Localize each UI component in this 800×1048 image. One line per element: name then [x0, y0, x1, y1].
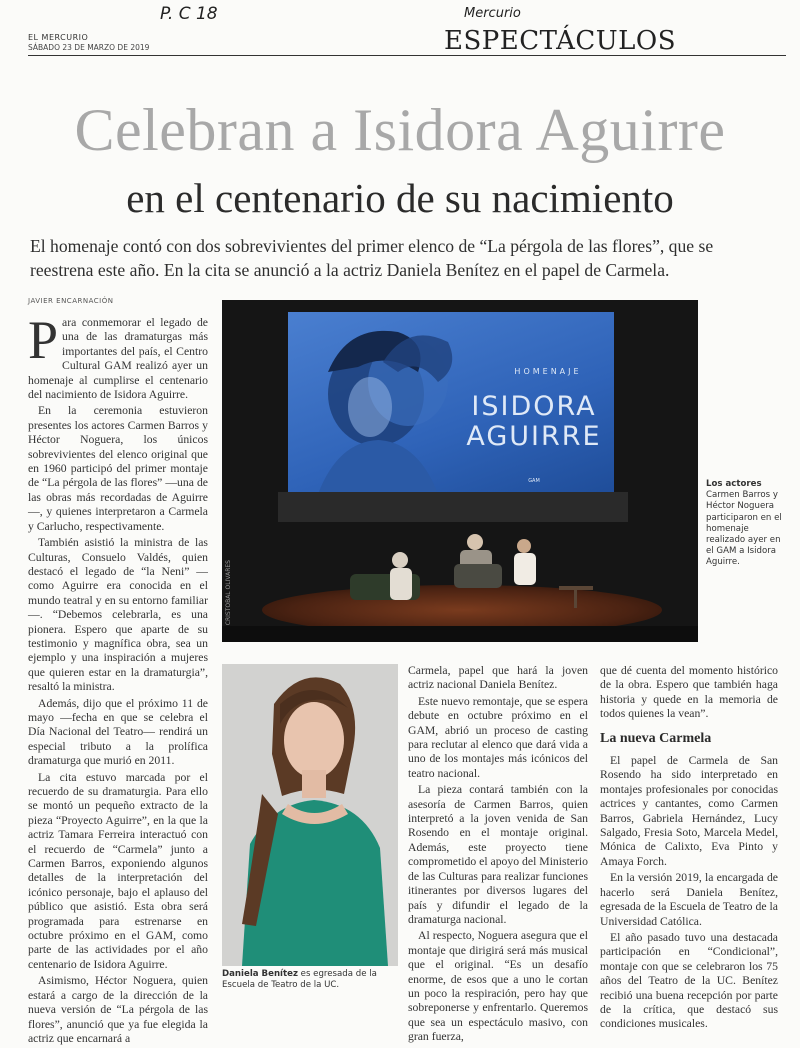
- byline: JAVIER ENCARNACIÓN: [28, 297, 114, 305]
- handwritten-page-mark: P. C 18: [160, 4, 218, 24]
- screen-label-homenaje: HOMENAJE: [514, 367, 582, 376]
- paragraph: En la ceremonia estuvieron presentes los actores Carmen Barros y Héctor Noguera, los únicos sobrevivientes del elenco original que en 1960 participó del primer montaje de “La pérgola de las flores” —una de las obras más recordadas de Aguirre—, y quienes interpretaron a Carmela y Carlucho, respectivamente.: [28, 404, 208, 533]
- portrait-photo: [222, 664, 398, 966]
- headline-main: Celebran a Isidora Aguirre: [74, 97, 726, 163]
- paragraph: Además, dijo que el próximo 11 de mayo —fecha en que se celebra el Día Nacional del Teatro— rendirá un especial tributo a la prolífica dramaturga que murió en 2011.: [28, 696, 208, 768]
- stage-figures: [222, 530, 698, 642]
- article-deck: El homenaje contó con dos sobrevivientes del primer elenco de “La pérgola de las flores”, que se reestrena este año. En la cita se anunció a la actriz Daniela Benítez en el papel de Carmela.: [30, 236, 714, 280]
- paragraph: Asimismo, Héctor Noguera, quien estará a cargo de la dirección de la nueva versión de “La pérgola de las flores”, anunció que ya fue elegida la actriz que encarnará a: [28, 974, 208, 1045]
- photo-credit: CRISTÓBAL OLIVARES: [225, 560, 232, 626]
- section-title: ESPECTÁCULOS: [444, 26, 677, 56]
- screen-title-line1: ISIDORA: [471, 391, 597, 422]
- subheading: La nueva Carmela: [600, 730, 712, 746]
- main-photo-caption: Los actores Carmen Barros y Héctor Noguera participaron en el homenaje realizado ayer en el GAM a Isidora Aguirre.: [706, 479, 782, 568]
- paragraph: La pieza contará también con la asesoría de Carmen Barros, quien interpretó a la joven venida de San Rosendo en el montaje original. Además, este proyecto tiene comprometido el apoyo del Ministerio de las Culturas para realizar funciones itinerantes por diversos lugares del país y difundir el legado de la dramaturga nacional.: [408, 783, 588, 926]
- paragraph: El año pasado tuvo una destacada participación en “Condicional”, montaje con que se celebraron los 75 años del Teatro de la UC. Benítez recibió una buena recepción por parte de la crítica, que destacó sus condiciones musicales.: [600, 930, 778, 1031]
- headline-secondary: en el centenario de su nacimiento: [126, 175, 674, 221]
- paragraph: El papel de Carmela de San Rosendo ha sido interpretado en montajes profesionales por conocidas actrices y cantantes, como Carmen Barros, Gabriela Hernández, Lucy Salgado, Fresia Soto, Marcela Medel, Mónica de Calixto, Eva Pinto y Amaya Forch.: [600, 754, 778, 868]
- paragraph: Este nuevo remontaje, que se espera debute en octubre próximo en el GAM, abrió un proceso de casting para reclutar al elenco que dará vida a uno de los montajes más icónicos del teatro nacional.: [408, 694, 588, 780]
- paragraph: En la versión 2019, la encargada de hacerlo será Daniela Benítez, egresada de la Escuela de Teatro de la Universidad Católica.: [600, 871, 778, 928]
- handwritten-source-mark: Mercurio: [464, 6, 521, 21]
- ceremony-photo: [222, 300, 698, 642]
- paragraph: que dé cuenta del momento histórico de la obra. Espero que también haga historia y quede en la memoria de todos quienes la vean”.: [600, 664, 778, 721]
- projection-screen: [288, 312, 614, 494]
- masthead-rule: [28, 55, 786, 56]
- paragraph: También asistió la ministra de las Culturas, Consuelo Valdés, quien destacó el legado de “la Neni” —como Aguirre era conocida en el mundo teatral y en su entorno familiar—. “Debemos celebrarla, es una pionera. Espero que aparte de su testimonio y magnífica obra, sea un ejemplo y una inspiración a mujeres que quieren estar en la dramaturgia”, resaltó la ministra.: [28, 536, 208, 694]
- paragraph: Para conmemorar el legado de una de las dramaturgas más importantes del país, el Centro Cultural GAM realizó ayer un homenaje al cumplirse el centenario del nacimiento de Isidora Aguirre.: [28, 310, 208, 402]
- paragraph: La cita estuvo marcada por el recuerdo de su dramaturgia. Para ello se montó un pequeño extracto de la pieza “Proyecto Aguirre”, en la que la actriz Tamara Ferreira interactuó con el recuerdo de “Carmela” junto a Carmen Barros, exponiendo algunos detalles de la interpretación del icónico personaje, bajo el aplauso del público que asistió. Esta obra será programada para estrenarse en octubre próximo en el GAM, como parte de las actividades por el año centenario de Isidora Aguirre.: [28, 770, 208, 971]
- publication-date: SÁBADO 23 DE MARZO DE 2019: [28, 43, 150, 52]
- drop-cap: P: [28, 310, 59, 370]
- second-photo-caption: Daniela Benítez es egresada de la Escuela de Teatro de la UC.: [222, 969, 377, 990]
- portrait-illustration: [288, 312, 614, 494]
- daniela-benitez-photo: [222, 664, 398, 966]
- screen-title-line2: AGUIRRE: [466, 421, 602, 452]
- paragraph: Al respecto, Noguera asegura que el montaje que dirigirá será más musical que el original. “Es un desafío enorme, de esos que a uno le cortan un poco la respiración, pero hay que sobreponerse y enfrentarlo. Queremos que sea un espectáculo masivo, con gran fuerza,: [408, 929, 588, 1044]
- article-column-4: [600, 664, 778, 1034]
- paragraph: Carmela, papel que hará la joven actriz nacional Daniela Benítez.: [408, 664, 588, 692]
- screen-logo: GAM: [528, 478, 540, 484]
- article-column-1: [28, 310, 208, 1048]
- screen-bottom-bar: [278, 492, 628, 522]
- article-column-3: [408, 664, 588, 1047]
- newspaper-name: EL MERCURIO: [28, 33, 89, 42]
